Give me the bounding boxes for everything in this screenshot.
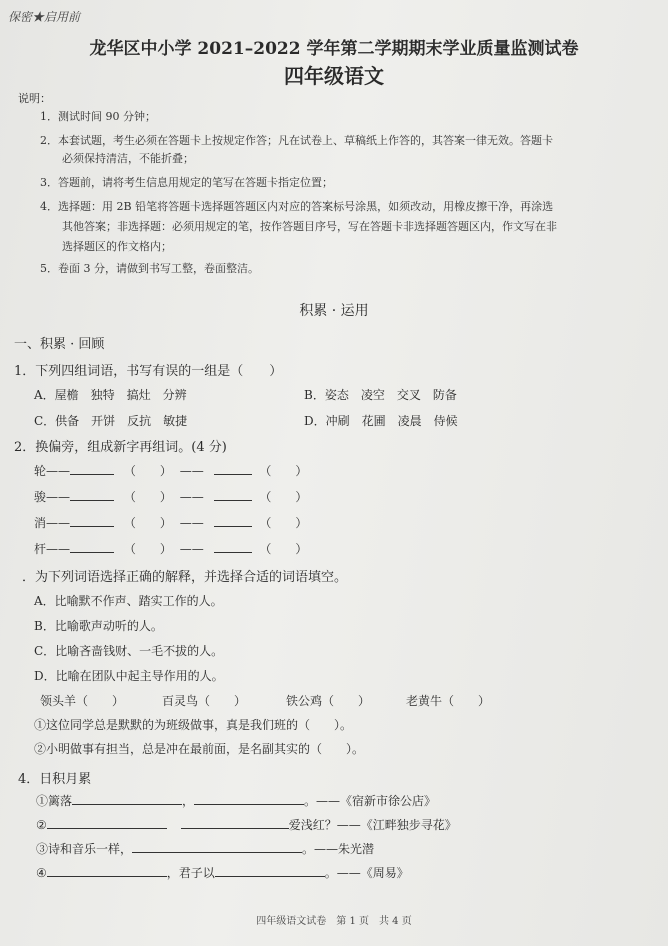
- page-footer: 四年级语文试卷 第 1 页 共 4 页: [256, 916, 412, 927]
- word-3: 铁公鸡（ ）: [286, 694, 371, 708]
- q2-row: [34, 540, 307, 557]
- q2-paren: （ ）: [123, 542, 172, 556]
- instruction-item: 其他答案；非选择题：必须用规定的笔，按作答题目序号，写在答题卡非选择题答题区内，作文写在非: [62, 220, 557, 233]
- answer-blank[interactable]: [47, 816, 167, 829]
- q2-char: 消——: [34, 516, 71, 530]
- poem-line-2: [36, 816, 457, 833]
- instruction-item: 3．答题前，请将考生信息用规定的笔写在答题卡指定位置；: [40, 176, 333, 189]
- answer-blank[interactable]: [70, 514, 114, 527]
- q2-paren: （ ）: [259, 542, 308, 556]
- section-title: 积累 · 运用: [299, 303, 369, 319]
- q2-paren: （ ）: [123, 490, 172, 504]
- answer-blank[interactable]: [70, 540, 114, 553]
- instruction-item: 1．测试时间 90 分钟；: [40, 110, 156, 123]
- option-a: A．屋檐 独特 搞灶 分辨: [34, 388, 187, 402]
- part-heading: 一、积累 · 回顾: [14, 337, 105, 352]
- question-2: 2．换偏旁，组成新字再组词。(4 分): [14, 440, 227, 455]
- definition-b: B．比喻歌声动听的人。: [34, 619, 163, 633]
- answer-blank[interactable]: [47, 864, 167, 877]
- poem-line-4: [36, 864, 409, 881]
- q2-paren: （ ）: [123, 464, 172, 478]
- poem-line-source: 爱浅红？——《江畔独步寻花》: [288, 818, 457, 832]
- instructions-label: 说明：: [18, 92, 51, 105]
- q2-paren: （ ）: [123, 516, 172, 530]
- q2-row: [34, 514, 307, 531]
- option-b: B．姿态 凌空 交叉 防备: [304, 388, 457, 402]
- q2-dash: ——: [179, 490, 204, 504]
- instruction-item: 必须保持清洁，不能折叠；: [62, 152, 194, 165]
- poem-line-source: 。——《宿新市徐公店》: [304, 794, 437, 808]
- definition-c: C．比喻吝啬钱财、一毛不拔的人。: [34, 644, 224, 658]
- word-2: 百灵鸟（ ）: [162, 694, 247, 708]
- q2-char: 骏——: [34, 490, 71, 504]
- question-1: 1．下列四组词语，书写有误的一组是（ ）: [14, 364, 283, 379]
- poem-line-1: [36, 792, 436, 809]
- answer-blank[interactable]: [72, 792, 182, 805]
- poem-line-mid: ，君子以: [166, 866, 215, 880]
- poem-line-prefix: ③诗和音乐一样，: [36, 842, 133, 856]
- instruction-item: 5．卷面 3 分，请做到书写工整，卷面整洁。: [40, 262, 259, 275]
- sentence-1: ①这位同学总是默默的为班级做事，真是我们班的（ ）。: [34, 718, 353, 732]
- q2-dash: ——: [179, 464, 204, 478]
- answer-blank[interactable]: [181, 816, 289, 829]
- instruction-item: 4．选择题：用 2B 铅笔将答题卡选择题答题区内对应的答案标号涂黑，如须改动，用橡皮擦干净，再涂选: [40, 200, 554, 213]
- answer-blank[interactable]: [194, 792, 304, 805]
- option-d: D．冲刷 花圃 凌晨 侍候: [304, 414, 458, 428]
- answer-blank[interactable]: [70, 488, 114, 501]
- q2-paren: （ ）: [259, 516, 308, 530]
- q2-paren: （ ）: [259, 464, 308, 478]
- definition-a: A．比喻默不作声、踏实工作的人。: [34, 594, 223, 608]
- word-4: 老黄牛（ ）: [406, 694, 491, 708]
- definition-d: D．比喻在团队中起主导作用的人。: [34, 669, 224, 683]
- q2-row: [34, 462, 307, 479]
- answer-blank[interactable]: [215, 864, 325, 877]
- sentence-2: ②小明做事有担当，总是冲在最前面，是名副其实的（ ）。: [34, 742, 365, 756]
- poem-line-prefix: ④: [36, 866, 47, 880]
- q2-dash: ——: [179, 542, 204, 556]
- answer-blank[interactable]: [214, 514, 252, 527]
- instruction-item: 选择题区的作文格内；: [62, 240, 172, 253]
- answer-blank[interactable]: [132, 840, 302, 853]
- q2-row: [34, 488, 307, 505]
- instruction-item: 2．本套试题，考生必须在答题卡上按规定作答；凡在试卷上、草稿纸上作答的，其答案一律无效。答题卡: [40, 134, 553, 147]
- answer-blank[interactable]: [214, 462, 252, 475]
- word-1: 领头羊（ ）: [40, 694, 125, 708]
- answer-blank[interactable]: [70, 462, 114, 475]
- poem-line-source: 。——朱光潜: [302, 842, 375, 856]
- poem-line-mid: ，: [182, 794, 195, 808]
- answer-blank[interactable]: [214, 540, 252, 553]
- q2-char: 杆——: [34, 542, 71, 556]
- exam-subtitle: 四年级语文: [284, 64, 384, 88]
- q2-paren: （ ）: [259, 490, 308, 504]
- secret-mark: 保密★启用前: [8, 10, 81, 24]
- poem-line-prefix: ②: [36, 818, 47, 832]
- answer-blank[interactable]: [214, 488, 252, 501]
- q2-dash: ——: [179, 516, 204, 530]
- q2-char: 轮——: [34, 464, 71, 478]
- question-3: ．为下列词语选择正确的解释，并选择合适的词语填空。: [22, 570, 348, 585]
- poem-line-3: [36, 840, 374, 857]
- option-c: C．供备 开饼 反抗 敏捷: [34, 414, 188, 428]
- poem-line-prefix: ①篱落: [36, 794, 73, 808]
- poem-line-source: 。——《周易》: [324, 866, 409, 880]
- exam-title: 龙华区中小学 2021–2022 学年第二学期期末学业质量监测试卷: [89, 39, 579, 59]
- question-4: 4．日积月累: [18, 772, 92, 787]
